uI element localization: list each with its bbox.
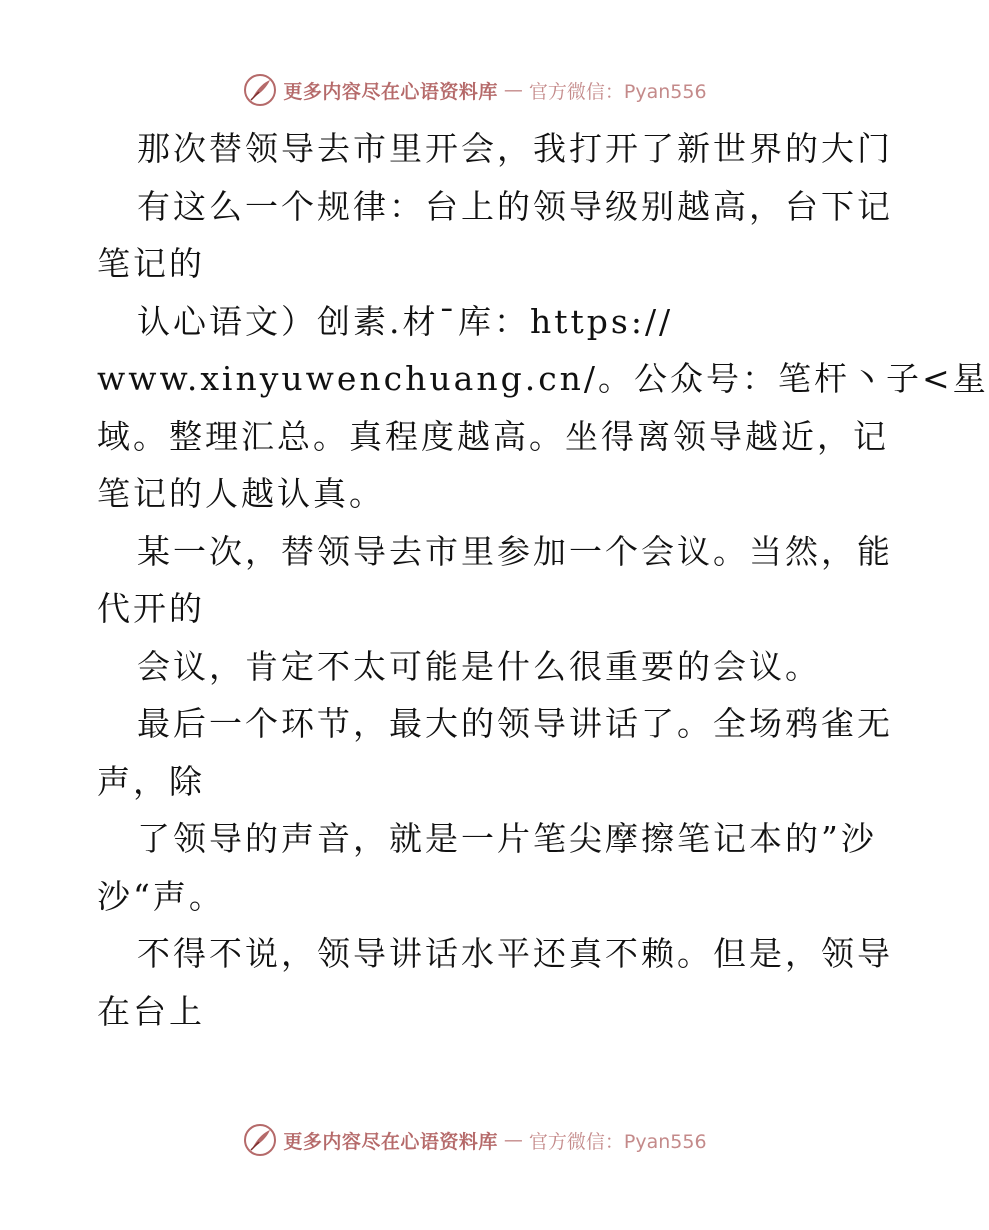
body-line: 会议，肯定不太可能是什么很重要的会议。 bbox=[137, 646, 821, 686]
feather-quill-logo-icon bbox=[243, 73, 277, 107]
footer-wechat-text: 官方微信：Pyan556 bbox=[528, 1130, 707, 1153]
body-line: 有这么一个规律：台上的领导级别越高，台下记 bbox=[137, 186, 893, 226]
document-body bbox=[97, 120, 989, 1040]
body-line: 在台上 bbox=[97, 991, 205, 1031]
body-line: 认心语文）创素.材¯库：https:// bbox=[137, 301, 674, 341]
footer-promo-text: 更多内容尽在心语资料库 bbox=[283, 1130, 498, 1153]
body-line: 不得不说，领导讲话水平还真不赖。但是，领导 bbox=[137, 934, 893, 973]
body-line: 最后一个环节，最大的领导讲话了。全场鸦雀无 bbox=[137, 704, 893, 743]
body-line: www.xinyuwenchuang.cn/。公众号：笔杆丶子<星 bbox=[97, 359, 989, 398]
header-banner bbox=[0, 70, 950, 110]
header-wechat-text: 官方微信：Pyan556 bbox=[528, 80, 707, 103]
body-line: 某一次，替领导去市里参加一个会议。当然，能 bbox=[137, 531, 893, 571]
body-line: 了领导的声音，就是一片笔尖摩擦笔记本的”沙 bbox=[137, 819, 877, 858]
body-line: 代开的 bbox=[97, 589, 205, 628]
body-line: 笔记的人越认真。 bbox=[97, 474, 385, 513]
body-line: 那次替领导去市里开会，我打开了新世界的大门 bbox=[137, 129, 893, 168]
footer-banner bbox=[0, 1120, 950, 1160]
header-dash: — bbox=[503, 79, 523, 101]
feather-quill-logo-icon bbox=[243, 1123, 277, 1157]
body-line: 声，除 bbox=[97, 761, 205, 801]
header-promo-text: 更多内容尽在心语资料库 bbox=[283, 80, 498, 103]
body-line: 域。整理汇总。真程度越高。坐得离领导越近，记 bbox=[97, 416, 889, 456]
body-line: 沙“声。 bbox=[97, 876, 225, 916]
body-line: 笔记的 bbox=[97, 244, 205, 283]
footer-dash: — bbox=[503, 1129, 523, 1151]
